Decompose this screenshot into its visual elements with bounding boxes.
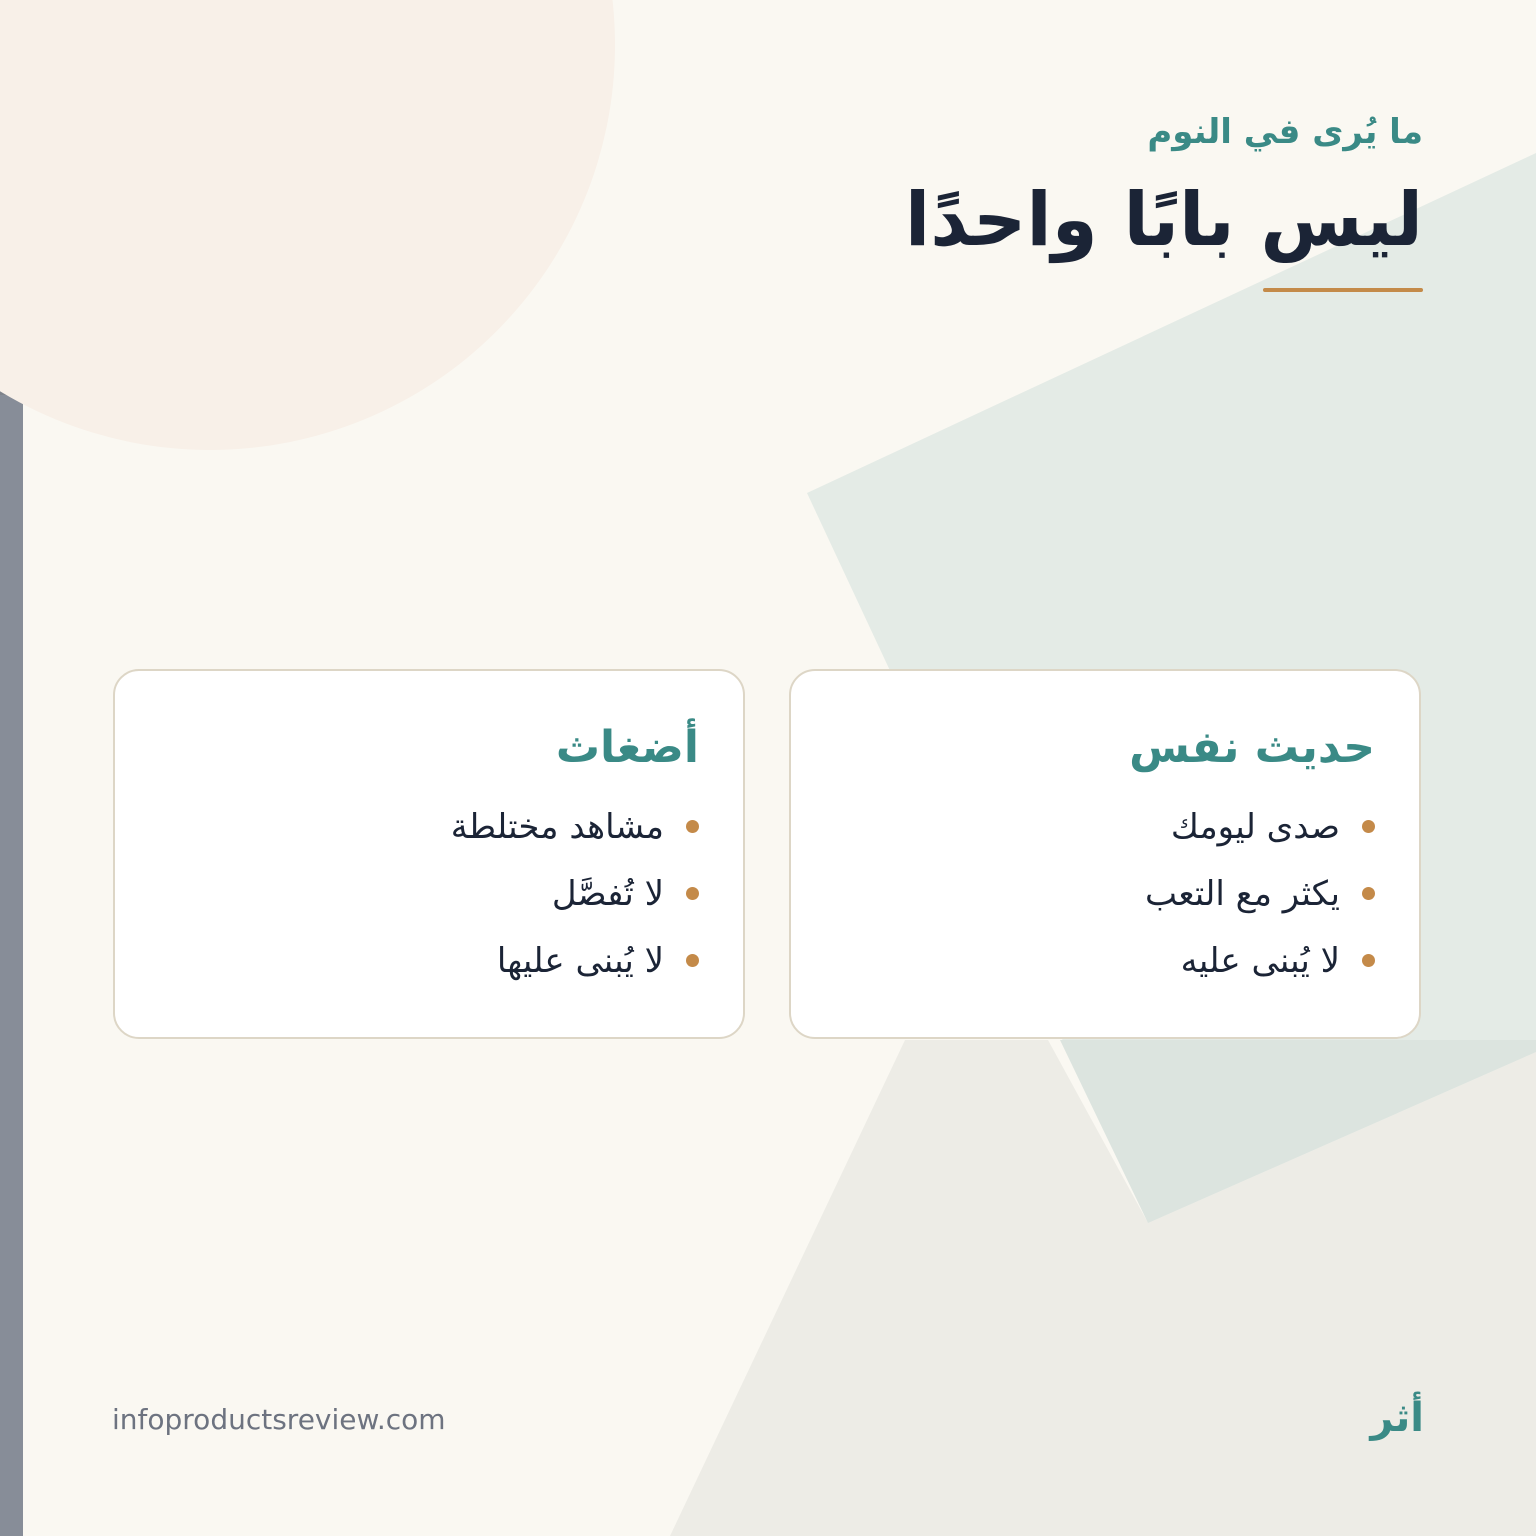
- footer-url: infoproductsreview.com: [112, 1403, 446, 1436]
- title-underline: [1263, 288, 1423, 292]
- card-confused-dreams: [113, 669, 745, 1039]
- list-item: [451, 793, 699, 860]
- bullet-dot-icon: [1362, 954, 1375, 967]
- list-item: [451, 927, 699, 994]
- list-item: [451, 860, 699, 927]
- list-item: [1145, 793, 1375, 860]
- bullet-dot-icon: [1362, 887, 1375, 900]
- bullet-dot-icon: [686, 820, 699, 833]
- list-item-text: لا يُبنى عليها: [496, 940, 664, 981]
- brand-logo: أثر: [1370, 1395, 1424, 1441]
- bullet-dot-icon: [1362, 820, 1375, 833]
- header: [905, 104, 1423, 270]
- list-item-text: صدى ليومك: [1170, 806, 1340, 847]
- card-list: [1145, 793, 1375, 994]
- bullet-dot-icon: [686, 887, 699, 900]
- list-item: [1145, 927, 1375, 994]
- card-self-talk: [789, 669, 1421, 1039]
- list-item: [1145, 860, 1375, 927]
- card-title: أضغاث: [555, 722, 699, 773]
- card-list: [451, 793, 699, 994]
- bullet-dot-icon: [686, 954, 699, 967]
- page-title: ليس بابًا واحدًا: [904, 177, 1423, 263]
- list-item-text: يكثر مع التعب: [1144, 873, 1340, 914]
- list-item-text: مشاهد مختلطة: [450, 806, 664, 847]
- list-item-text: لا يُبنى عليه: [1180, 940, 1340, 981]
- page-kicker: ما يُرى في النوم: [1147, 112, 1423, 152]
- list-item-text: لا تُفصَّل: [551, 873, 664, 914]
- background-circle: [0, 0, 615, 450]
- card-title: حديث نفس: [1129, 722, 1375, 773]
